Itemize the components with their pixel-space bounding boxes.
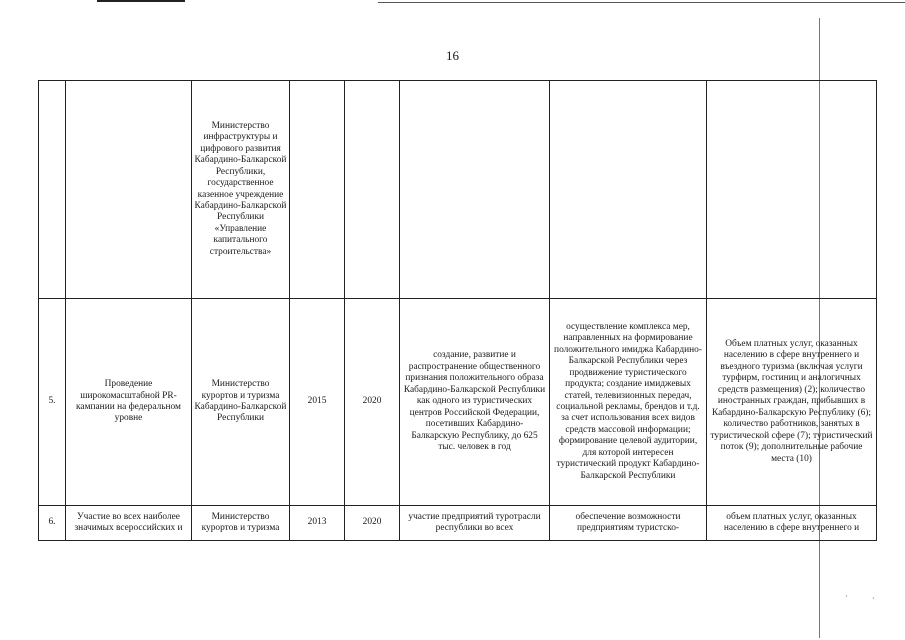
consequences: осуществление комплекса мер, направленных на формирование положительного имиджа Кабардино-Балкарской Республики через продвижение туристического продукта; создание имиджевых статей, телевизионных передач, социальной рекламы, брендов и т.д. за счет использования всех видов средств массовой информации; формирование целевой аудитории, для которой интересен туристический продукт Кабардино-Балкарской Республики xyxy=(550,299,707,506)
scan-edge-top-left xyxy=(97,0,185,2)
indicators xyxy=(707,81,877,299)
measure-name xyxy=(66,81,192,299)
page-number: 16 xyxy=(446,48,459,63)
start-year: 2015 xyxy=(290,299,345,506)
start-year: 2013 xyxy=(290,506,345,541)
end-year: 2020 xyxy=(345,506,400,541)
row-number xyxy=(39,81,66,299)
scan-speck: · xyxy=(872,594,875,603)
executor: Министерство курортов и туризма xyxy=(192,506,290,541)
executor: Министерство курортов и туризма Кабардино-Балкарской Республики xyxy=(192,299,290,506)
measure-name: Проведение широкомасштабной PR-кампании на федеральном уровне xyxy=(66,299,192,506)
start-year xyxy=(290,81,345,299)
end-year xyxy=(345,81,400,299)
measures-table xyxy=(38,80,877,541)
row-number: 6. xyxy=(39,506,66,541)
indicators: Объем платных услуг, оказанных населению в сфере внутреннего и въездного туризма (включая услуги турфирм, гостиниц и аналогичных средств размещения) (2); количество иностранных граждан, прибывших в Кабардино-Балкарскую Республику (6); количество работников, занятых в туристической сфере (7); туристический поток (9); дополнительные рабочие места (10) xyxy=(707,299,877,506)
executor: Министерство инфраструктуры и цифрового развития Кабардино-Балкарской Республики, государственное казенное учреждение Кабардино-Балкарской Республики «Управление капитального строительства» xyxy=(192,81,290,299)
indicators: объем платных услуг, оказанных населению в сфере внутреннего и xyxy=(707,506,877,541)
row-number: 5. xyxy=(39,299,66,506)
scan-speck: · xyxy=(845,592,848,601)
scan-edge-top-right xyxy=(378,2,905,3)
end-year: 2020 xyxy=(345,299,400,506)
table-row xyxy=(39,506,877,541)
consequences: обеспечение возможности предприятиям туристско- xyxy=(550,506,707,541)
consequences xyxy=(550,81,707,299)
expected-result xyxy=(400,81,550,299)
measure-name: Участие во всех наиболее значимых всероссийских и xyxy=(66,506,192,541)
expected-result: создание, развитие и распространение общественного признания положительного образа Кабардино-Балкарской Республики как одного из туристических центров Российской Федерации, посетивших Кабардино-Балкарскую Республику, до 625 тыс. человек в год xyxy=(400,299,550,506)
table-row xyxy=(39,299,877,506)
expected-result: участие предприятий туротрасли республики во всех xyxy=(400,506,550,541)
table-row xyxy=(39,81,877,299)
